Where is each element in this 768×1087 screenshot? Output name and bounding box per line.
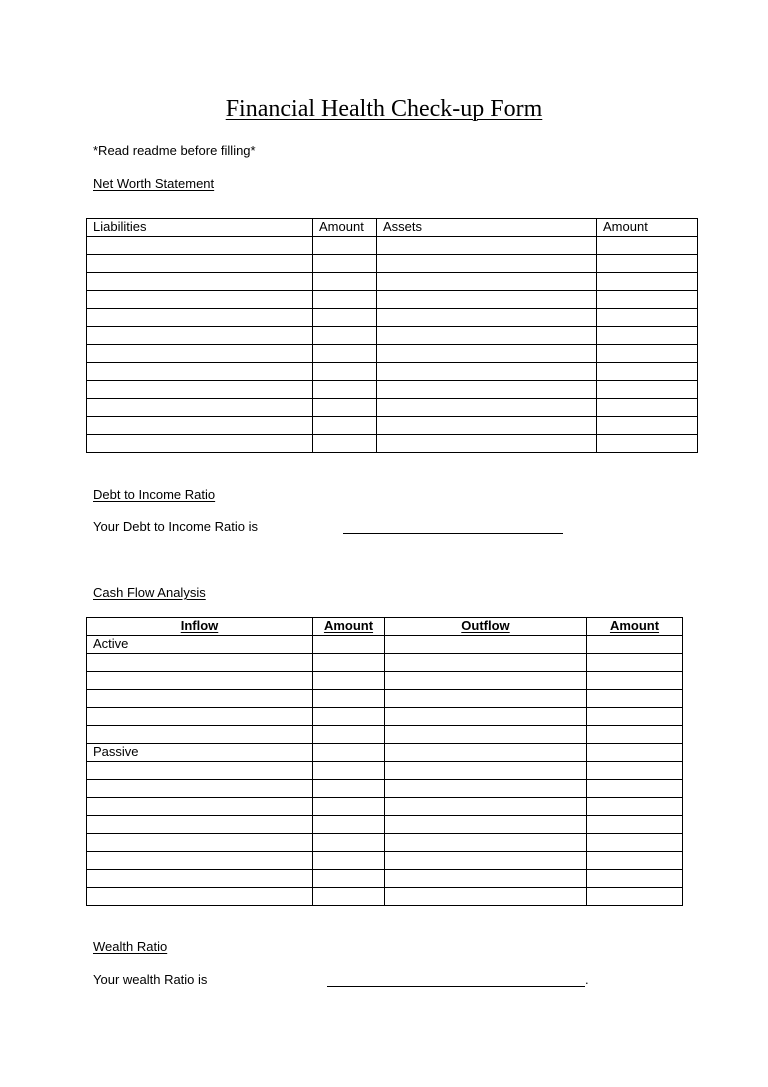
liability-cell[interactable] — [87, 237, 313, 255]
inflow-amount-cell[interactable] — [313, 834, 385, 852]
outflow-amount-cell[interactable] — [587, 726, 683, 744]
cash-flow-heading: Cash Flow Analysis — [93, 585, 206, 600]
liability-cell[interactable] — [87, 363, 313, 381]
outflow-cell[interactable] — [385, 834, 587, 852]
asset-cell[interactable] — [377, 399, 597, 417]
wealth-ratio-period: . — [585, 972, 589, 987]
outflow-cell[interactable] — [385, 762, 587, 780]
outflow-amount-cell[interactable] — [587, 636, 683, 654]
asset-amount-cell[interactable] — [597, 345, 698, 363]
outflow-amount-cell[interactable] — [587, 798, 683, 816]
inflow-cell[interactable] — [87, 726, 313, 744]
inflow-cell[interactable] — [87, 816, 313, 834]
liability-cell[interactable] — [87, 327, 313, 345]
outflow-amount-header: Amount — [587, 618, 683, 636]
cash-flow-table — [86, 617, 683, 906]
inflow-amount-cell[interactable] — [313, 654, 385, 672]
outflow-cell[interactable] — [385, 816, 587, 834]
asset-cell[interactable] — [377, 363, 597, 381]
outflow-amount-cell[interactable] — [587, 654, 683, 672]
cash-flow-row — [87, 654, 683, 672]
asset-cell[interactable] — [377, 345, 597, 363]
cash-flow-row — [87, 636, 683, 654]
page-title — [0, 94, 768, 124]
inflow-amount-header: Amount — [313, 618, 385, 636]
inflow-cell[interactable] — [87, 888, 313, 906]
wealth-ratio-label: Your wealth Ratio is — [93, 972, 208, 987]
asset-amount-cell[interactable] — [597, 273, 698, 291]
asset-cell[interactable] — [377, 435, 597, 453]
liability-amount-cell[interactable] — [313, 417, 377, 435]
debt-ratio-blank[interactable] — [343, 533, 563, 534]
inflow-amount-cell[interactable] — [313, 636, 385, 654]
inflow-amount-cell[interactable] — [313, 672, 385, 690]
net-worth-row — [87, 273, 698, 291]
assets-header: Assets — [377, 219, 597, 237]
liability-amount-cell[interactable] — [313, 273, 377, 291]
debt-ratio-heading: Debt to Income Ratio — [93, 487, 216, 502]
net-worth-row — [87, 237, 698, 255]
liability-amount-cell[interactable] — [313, 435, 377, 453]
cash-flow-row — [87, 762, 683, 780]
inflow-cell[interactable] — [87, 672, 313, 690]
liability-amount-cell[interactable] — [313, 345, 377, 363]
outflow-amount-cell[interactable] — [587, 690, 683, 708]
net-worth-row — [87, 327, 698, 345]
inflow-amount-cell[interactable] — [313, 744, 385, 762]
inflow-amount-cell[interactable] — [313, 690, 385, 708]
liability-cell[interactable] — [87, 255, 313, 273]
inflow-amount-cell[interactable] — [313, 816, 385, 834]
cash-flow-row — [87, 816, 683, 834]
asset-amount-cell[interactable] — [597, 237, 698, 255]
liability-amount-cell[interactable] — [313, 399, 377, 417]
liabilities-header: Liabilities — [87, 219, 313, 237]
liability-cell[interactable] — [87, 345, 313, 363]
asset-amount-cell[interactable] — [597, 435, 698, 453]
liability-amount-cell[interactable] — [313, 237, 377, 255]
net-worth-row — [87, 345, 698, 363]
inflow-cell[interactable] — [87, 870, 313, 888]
net-worth-row — [87, 255, 698, 273]
cash-flow-row — [87, 798, 683, 816]
inflow-amount-cell[interactable] — [313, 780, 385, 798]
asset-amount-cell[interactable] — [597, 381, 698, 399]
outflow-amount-cell[interactable] — [587, 672, 683, 690]
inflow-amount-cell[interactable] — [313, 888, 385, 906]
inflow-cell[interactable] — [87, 852, 313, 870]
asset-cell[interactable] — [377, 255, 597, 273]
outflow-cell[interactable] — [385, 636, 587, 654]
outflow-cell[interactable] — [385, 726, 587, 744]
cash-flow-row — [87, 780, 683, 798]
wealth-ratio-heading: Wealth Ratio — [93, 939, 168, 954]
asset-cell[interactable] — [377, 327, 597, 345]
liability-amount-cell[interactable] — [313, 309, 377, 327]
liabilities-amount-header: Amount — [313, 219, 377, 237]
net-worth-row — [87, 399, 698, 417]
net-worth-row — [87, 417, 698, 435]
cash-flow-row — [87, 870, 683, 888]
cash-flow-row — [87, 852, 683, 870]
asset-cell[interactable] — [377, 273, 597, 291]
liability-cell[interactable] — [87, 309, 313, 327]
net-worth-header-row — [87, 219, 698, 237]
asset-amount-cell[interactable] — [597, 399, 698, 417]
assets-amount-header: Amount — [597, 219, 698, 237]
liability-cell[interactable] — [87, 273, 313, 291]
asset-amount-cell[interactable] — [597, 309, 698, 327]
cash-flow-row — [87, 708, 683, 726]
asset-amount-cell[interactable] — [597, 417, 698, 435]
inflow-cell[interactable] — [87, 708, 313, 726]
outflow-cell[interactable] — [385, 870, 587, 888]
outflow-amount-cell[interactable] — [587, 816, 683, 834]
outflow-cell[interactable] — [385, 888, 587, 906]
net-worth-table — [86, 218, 698, 453]
outflow-cell[interactable] — [385, 852, 587, 870]
net-worth-heading: Net Worth Statement — [93, 176, 215, 191]
inflow-cell[interactable] — [87, 834, 313, 852]
cash-flow-row — [87, 726, 683, 744]
cash-flow-row — [87, 744, 683, 762]
cash-flow-header-row — [87, 618, 683, 636]
inflow-amount-cell[interactable] — [313, 852, 385, 870]
net-worth-row — [87, 381, 698, 399]
asset-cell[interactable] — [377, 309, 597, 327]
outflow-cell[interactable] — [385, 672, 587, 690]
inflow-cell[interactable] — [87, 798, 313, 816]
inflow-cell[interactable] — [87, 780, 313, 798]
liability-cell[interactable] — [87, 291, 313, 309]
inflow-amount-cell[interactable] — [313, 708, 385, 726]
net-worth-row — [87, 435, 698, 453]
outflow-cell[interactable] — [385, 654, 587, 672]
outflow-amount-cell[interactable] — [587, 762, 683, 780]
outflow-cell[interactable] — [385, 708, 587, 726]
inflow-amount-cell[interactable] — [313, 726, 385, 744]
cash-flow-row — [87, 672, 683, 690]
outflow-cell[interactable] — [385, 798, 587, 816]
outflow-cell[interactable] — [385, 780, 587, 798]
liability-amount-cell[interactable] — [313, 291, 377, 309]
outflow-amount-cell[interactable] — [587, 744, 683, 762]
outflow-cell[interactable] — [385, 690, 587, 708]
outflow-amount-cell[interactable] — [587, 888, 683, 906]
asset-cell[interactable] — [377, 417, 597, 435]
inflow-amount-cell[interactable] — [313, 762, 385, 780]
page-title-text: Financial Health Check-up Form — [225, 96, 543, 122]
liability-amount-cell[interactable] — [313, 363, 377, 381]
liability-amount-cell[interactable] — [313, 255, 377, 273]
inflow-cell[interactable] — [87, 690, 313, 708]
liability-cell[interactable] — [87, 435, 313, 453]
asset-amount-cell[interactable] — [597, 363, 698, 381]
cash-flow-row — [87, 888, 683, 906]
outflow-cell[interactable] — [385, 744, 587, 762]
debt-ratio-label: Your Debt to Income Ratio is — [93, 519, 258, 534]
outflow-amount-cell[interactable] — [587, 870, 683, 888]
inflow-cell[interactable] — [87, 654, 313, 672]
inflow-amount-cell[interactable] — [313, 870, 385, 888]
asset-cell[interactable] — [377, 381, 597, 399]
readme-note: *Read readme before filling* — [93, 143, 256, 158]
outflow-amount-cell[interactable] — [587, 708, 683, 726]
outflow-amount-cell[interactable] — [587, 780, 683, 798]
asset-cell[interactable] — [377, 237, 597, 255]
net-worth-row — [87, 309, 698, 327]
net-worth-row — [87, 363, 698, 381]
inflow-category-label: Active — [87, 636, 313, 654]
inflow-header: Inflow — [87, 618, 313, 636]
liability-amount-cell[interactable] — [313, 381, 377, 399]
inflow-cell[interactable] — [87, 762, 313, 780]
asset-amount-cell[interactable] — [597, 327, 698, 345]
liability-amount-cell[interactable] — [313, 327, 377, 345]
liability-cell[interactable] — [87, 399, 313, 417]
inflow-amount-cell[interactable] — [313, 798, 385, 816]
outflow-header: Outflow — [385, 618, 587, 636]
liability-cell[interactable] — [87, 381, 313, 399]
liability-cell[interactable] — [87, 417, 313, 435]
asset-amount-cell[interactable] — [597, 291, 698, 309]
asset-amount-cell[interactable] — [597, 255, 698, 273]
outflow-amount-cell[interactable] — [587, 852, 683, 870]
outflow-amount-cell[interactable] — [587, 834, 683, 852]
asset-cell[interactable] — [377, 291, 597, 309]
cash-flow-row — [87, 690, 683, 708]
cash-flow-row — [87, 834, 683, 852]
net-worth-row — [87, 291, 698, 309]
wealth-ratio-blank[interactable] — [327, 986, 585, 987]
inflow-category-label: Passive — [87, 744, 313, 762]
